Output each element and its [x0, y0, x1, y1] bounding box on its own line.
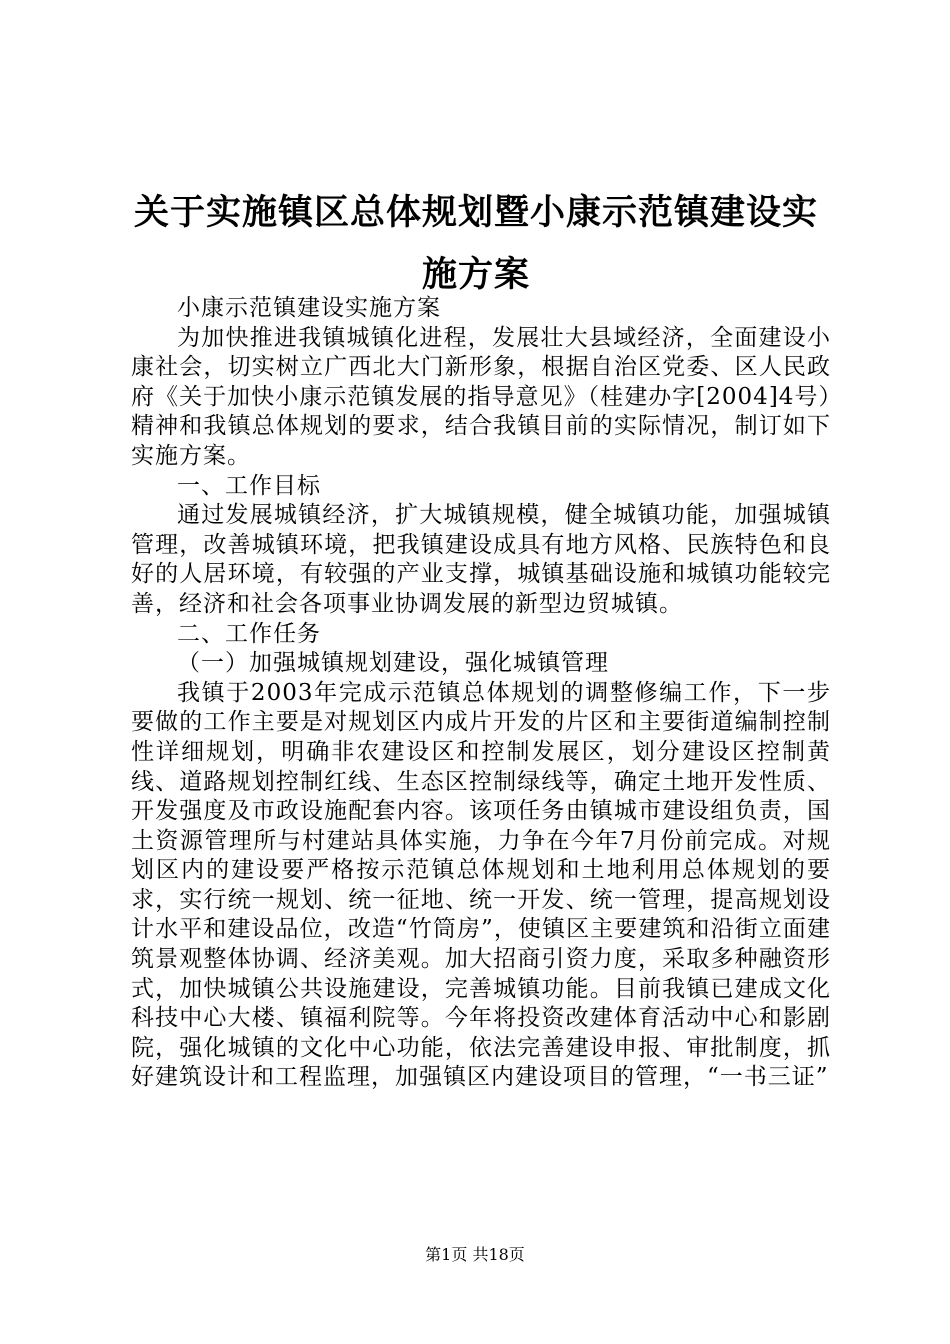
section-heading-tasks: 二、工作任务	[177, 620, 321, 647]
intro-paragraph: 为加快推进我镇城镇化进程，发展壮大县域经济，全面建设小康社会，切实树立广西北大门新形象，根据自治区党委、区人民政府《关于加快小康示范镇发展的指导意见》（桂建办字[2004]4号）精神和我镇总体规划的要求，结合我镇目前的实际情况，制订如下实施方案。	[131, 324, 831, 469]
subtitle-paragraph: 小康示范镇建设实施方案	[177, 295, 441, 321]
document-body	[131, 294, 831, 1093]
document-title: 关于实施镇区总体规划暨小康示范镇建设实施方案	[133, 193, 818, 295]
planning-paragraph: 我镇于2003年完成示范镇总体规划的调整修编工作，下一步要做的工作主要是对规划区内成片开发的片区和主要街道编制控制性详细规划，明确非农建设区和控制发展区，划分建设区控制黄线、道路规划控制红线、生态区控制绿线等，确定土地开发性质、开发强度及市政设施配套内容。该项任务由镇城市建设组负责，国土资源管理所与村建站具体实施，力争在今年7月份前完成。对规划区内的建设要严格按示范镇总体规划和土地利用总体规划的要求，实行统一规划、统一征地、统一开发、统一管理，提高规划设计水平和建设品位，改造“竹筒房”，使镇区主要建筑和沿街立面建筑景观整体协调、经济美观。加大招商引资力度，采取多种融资形式，加快城镇公共设施建设，完善城镇功能。目前我镇已建成文化科技中心大楼、镇福利院等。今年将投资改建体育活动中心和影剧院，强化城镇的文化中心功能，依法完善建设申报、审批制度，抓好建筑设计和工程监理，加强镇区内建设项目的管理，“一书三证”	[131, 679, 831, 1091]
section-heading-goals: 一、工作目标	[177, 472, 321, 499]
page-number-footer: 第1页 共18页	[425, 1245, 525, 1264]
goals-paragraph: 通过发展城镇经济，扩大城镇规模，健全城镇功能，加强城镇管理，改善城镇环境，把我镇建设成具有地方风格、民族特色和良好的人居环境，有较强的产业支撑，城镇基础设施和城镇功能较完善，经济和社会各项事业协调发展的新型边贸城镇。	[131, 502, 831, 617]
subsection-heading-planning: （一）加强城镇规划建设，强化城镇管理	[177, 650, 609, 677]
